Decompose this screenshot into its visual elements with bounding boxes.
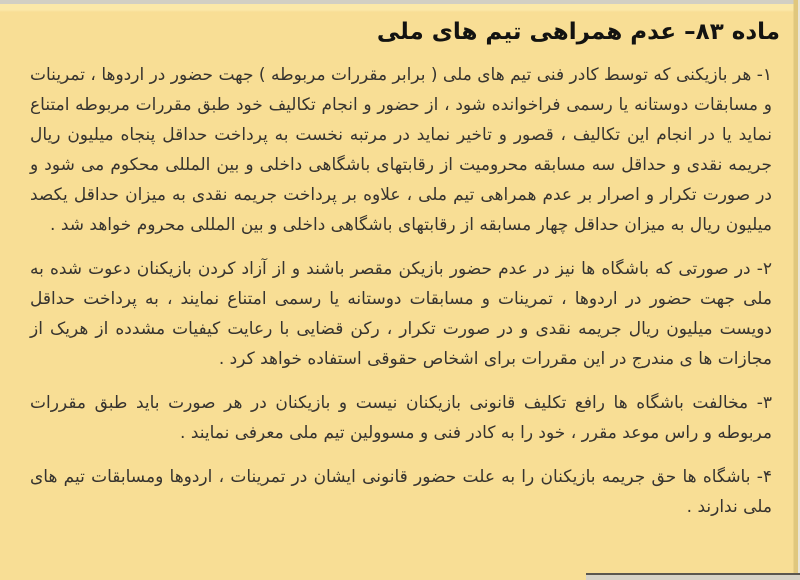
article-clause-2: ۲- در صورتی که باشگاه ها نیز در عدم حضور بازیکن مقصر باشند و از آزاد کردن بازیکنان دعوت شده به ملی جهت حضور در اردوها ، تمرینات و مسابقات دوستانه یا رسمی امتناع نمایند ، به پرداخت حداقل دویست میلیون ریال جریمه نقدی و در صورت تکرار ، رکن قضایی با رعایت کیفیات مشدده از هریک از مجازات ها ی مندرج در این مقررات برای اشخاص حقوقی استفاده خواهد کرد . <box>30 259 772 369</box>
article-title: ماده ۸۳– عدم همراهی تیم های ملی <box>376 19 780 45</box>
article-body <box>0 48 800 522</box>
scan-edge-bottom-line <box>586 573 800 575</box>
article-clause-4: ۴- باشگاه ها حق جریمه بازیکنان را به علت حضور قانونی ایشان در تمرینات ، اردوها ومسابقات تیم های ملی ندارند . <box>30 467 772 517</box>
article-clause-3: ۳- مخالفت باشگاه ها رافع تکلیف قانونی بازیکنان نیست و بازیکنان در هر صورت باید طبق مقررات مربوطه و راس موعد مقرر ، خود را به کادر فنی و مسوولین تیم ملی معرفی نمایند . <box>30 393 772 443</box>
article-clause-1: ۱- هر بازیکنی که توسط کادر فنی تیم های ملی ( برابر مقررات مربوطه ) جهت حضور در اردوها ، تمرینات و مسابقات دوستانه یا رسمی فراخوانده شود ، از حضور و انجام تکالیف خود طبق مقررات مربوطه امتناع نماید یا در انجام این تکالیف ، قصور و تاخیر نماید در مرتبه نخست به پرداخت حداقل پنجاه میلیون ریال جریمه نقدی و حداقل سه مسابقه محرومیت از رقابتهای باشگاهی داخلی و بین المللی محکوم می شود و در صورت تکرار و اصرار بر عدم همراهی تیم ملی ، علاوه بر پرداخت جریمه نقدی به میزان حداقل یکصد میلیون ریال به میزان حداقل چهار مسابقه از رقابتهای باشگاهی داخلی و بین المللی محروم خواهد شد . <box>30 65 772 235</box>
scan-edge-bottom-fill <box>586 575 800 580</box>
